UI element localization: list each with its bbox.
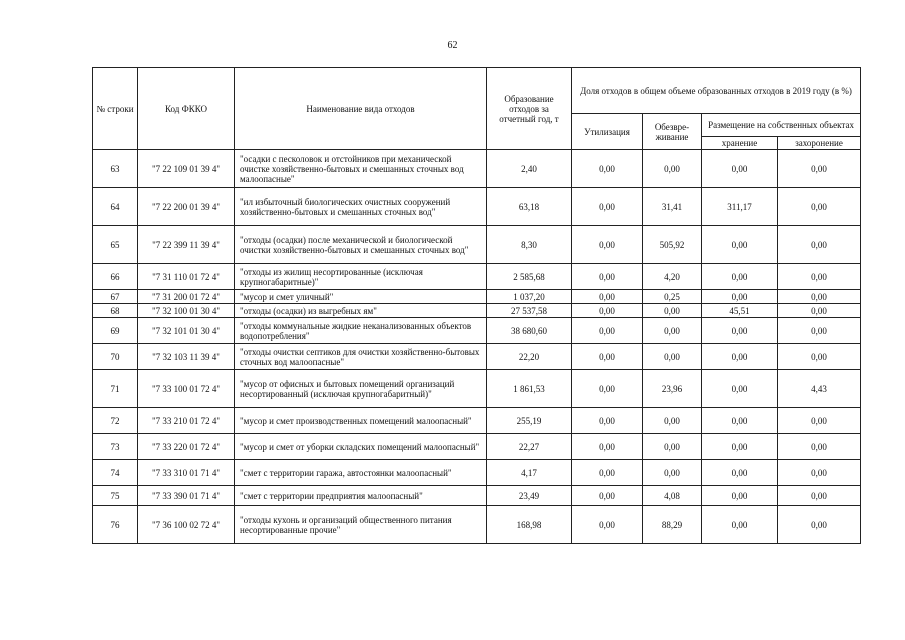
neutralization-value: 505,92	[643, 226, 702, 264]
neutralization-value: 0,00	[643, 408, 702, 434]
neutralization-value: 0,00	[643, 344, 702, 370]
burial-value: 0,00	[778, 318, 861, 344]
row-number: 69	[93, 318, 138, 344]
burial-value: 0,00	[778, 434, 861, 460]
table-row	[93, 290, 861, 304]
formation-value: 23,49	[487, 486, 572, 506]
fkko-code: "7 36 100 02 72 4"	[138, 506, 235, 544]
waste-name: "мусор от офисных и бытовых помещений организаций несортированный (исключая крупногабаритный)"	[235, 370, 487, 408]
fkko-code: "7 33 210 01 72 4"	[138, 408, 235, 434]
header-row-no: № строки	[93, 68, 138, 150]
fkko-code: "7 33 100 01 72 4"	[138, 370, 235, 408]
neutralization-value: 31,41	[643, 188, 702, 226]
row-number: 76	[93, 506, 138, 544]
waste-name: "смет с территории гаража, автостоянки малоопасный"	[235, 460, 487, 486]
utilization-value: 0,00	[572, 226, 643, 264]
utilization-value: 0,00	[572, 304, 643, 318]
utilization-value: 0,00	[572, 408, 643, 434]
fkko-code: "7 31 110 01 72 4"	[138, 264, 235, 290]
fkko-code: "7 32 101 01 30 4"	[138, 318, 235, 344]
table-row	[93, 370, 861, 408]
storage-value: 0,00	[702, 486, 778, 506]
waste-name: "отходы из жилищ несортированные (исключая крупногабаритные)"	[235, 264, 487, 290]
row-number: 64	[93, 188, 138, 226]
table-body	[93, 150, 861, 544]
waste-name: "отходы кухонь и организаций общественного питания несортированные прочие"	[235, 506, 487, 544]
storage-value: 0,00	[702, 344, 778, 370]
neutralization-value: 23,96	[643, 370, 702, 408]
table-row	[93, 150, 861, 188]
neutralization-value: 4,08	[643, 486, 702, 506]
burial-value: 0,00	[778, 290, 861, 304]
waste-name: "мусор и смет уличный"	[235, 290, 487, 304]
utilization-value: 0,00	[572, 460, 643, 486]
header-utilization: Утилизация	[572, 114, 643, 150]
fkko-code: "7 32 100 01 30 4"	[138, 304, 235, 318]
burial-value: 0,00	[778, 304, 861, 318]
burial-value: 4,43	[778, 370, 861, 408]
utilization-value: 0,00	[572, 264, 643, 290]
fkko-code: "7 22 109 01 39 4"	[138, 150, 235, 188]
storage-value: 0,00	[702, 506, 778, 544]
header-storage: хранение	[702, 137, 778, 150]
formation-value: 22,27	[487, 434, 572, 460]
header-formation: Образование отходов за отчетный год, т	[487, 68, 572, 150]
row-number: 74	[93, 460, 138, 486]
table-row	[93, 434, 861, 460]
header-placement: Размещение на собственных объектах	[702, 114, 861, 137]
header-share-group: Доля отходов в общем объеме образованных отходов в 2019 году (в %)	[572, 68, 861, 114]
neutralization-value: 88,29	[643, 506, 702, 544]
fkko-code: "7 31 200 01 72 4"	[138, 290, 235, 304]
formation-value: 27 537,58	[487, 304, 572, 318]
burial-value: 0,00	[778, 344, 861, 370]
waste-table	[92, 67, 861, 544]
utilization-value: 0,00	[572, 290, 643, 304]
row-number: 70	[93, 344, 138, 370]
storage-value: 0,00	[702, 460, 778, 486]
storage-value: 0,00	[702, 318, 778, 344]
waste-name: "мусор и смет производственных помещений малоопасный"	[235, 408, 487, 434]
table-row	[93, 486, 861, 506]
formation-value: 8,30	[487, 226, 572, 264]
storage-value: 0,00	[702, 434, 778, 460]
burial-value: 0,00	[778, 486, 861, 506]
table-row	[93, 304, 861, 318]
storage-value: 0,00	[702, 226, 778, 264]
waste-name: "ил избыточный биологических очистных сооружений хозяйственно-бытовых и смешанных сточных вод"	[235, 188, 487, 226]
row-number: 72	[93, 408, 138, 434]
waste-name: "мусор и смет от уборки складских помещений малоопасный"	[235, 434, 487, 460]
fkko-code: "7 33 310 01 71 4"	[138, 460, 235, 486]
utilization-value: 0,00	[572, 344, 643, 370]
table-row	[93, 460, 861, 486]
page-number: 62	[447, 40, 458, 51]
fkko-code: "7 22 399 11 39 4"	[138, 226, 235, 264]
utilization-value: 0,00	[572, 150, 643, 188]
burial-value: 0,00	[778, 188, 861, 226]
row-number: 73	[93, 434, 138, 460]
table-header	[93, 68, 861, 150]
storage-value: 45,51	[702, 304, 778, 318]
header-code: Код ФККО	[138, 68, 235, 150]
neutralization-value: 4,20	[643, 264, 702, 290]
formation-value: 4,17	[487, 460, 572, 486]
table-row	[93, 408, 861, 434]
fkko-code: "7 22 200 01 39 4"	[138, 188, 235, 226]
row-number: 67	[93, 290, 138, 304]
row-number: 75	[93, 486, 138, 506]
formation-value: 1 861,53	[487, 370, 572, 408]
storage-value: 0,00	[702, 150, 778, 188]
burial-value: 0,00	[778, 408, 861, 434]
neutralization-value: 0,25	[643, 290, 702, 304]
waste-name: "отходы (осадки) из выгребных ям"	[235, 304, 487, 318]
neutralization-value: 0,00	[643, 304, 702, 318]
fkko-code: "7 33 220 01 72 4"	[138, 434, 235, 460]
neutralization-value: 0,00	[643, 318, 702, 344]
fkko-code: "7 33 390 01 71 4"	[138, 486, 235, 506]
utilization-value: 0,00	[572, 486, 643, 506]
formation-value: 2 585,68	[487, 264, 572, 290]
formation-value: 2,40	[487, 150, 572, 188]
utilization-value: 0,00	[572, 434, 643, 460]
header-neutralization: Обезвре-живание	[643, 114, 702, 150]
storage-value: 0,00	[702, 370, 778, 408]
neutralization-value: 0,00	[643, 434, 702, 460]
table-row	[93, 344, 861, 370]
waste-name: "смет с территории предприятия малоопасный"	[235, 486, 487, 506]
utilization-value: 0,00	[572, 318, 643, 344]
waste-name: "отходы коммунальные жидкие неканализованных объектов водопотребления"	[235, 318, 487, 344]
formation-value: 255,19	[487, 408, 572, 434]
burial-value: 0,00	[778, 460, 861, 486]
waste-name: "осадки с песколовок и отстойников при механической очистке хозяйственно-бытовых и смешанных сточных вод малоопасные"	[235, 150, 487, 188]
row-number: 68	[93, 304, 138, 318]
table-row	[93, 188, 861, 226]
burial-value: 0,00	[778, 226, 861, 264]
table-row	[93, 226, 861, 264]
burial-value: 0,00	[778, 264, 861, 290]
waste-name: "отходы очистки септиков для очистки хозяйственно-бытовых сточных вод малоопасные"	[235, 344, 487, 370]
header-name: Наименование вида отходов	[235, 68, 487, 150]
utilization-value: 0,00	[572, 188, 643, 226]
storage-value: 0,00	[702, 264, 778, 290]
neutralization-value: 0,00	[643, 460, 702, 486]
waste-name: "отходы (осадки) после механической и биологической очистки хозяйственно-бытовых и смешанных сточных вод"	[235, 226, 487, 264]
utilization-value: 0,00	[572, 506, 643, 544]
formation-value: 22,20	[487, 344, 572, 370]
header-burial: захоронение	[778, 137, 861, 150]
table-row	[93, 264, 861, 290]
formation-value: 38 680,60	[487, 318, 572, 344]
row-number: 65	[93, 226, 138, 264]
table-row	[93, 506, 861, 544]
formation-value: 168,98	[487, 506, 572, 544]
storage-value: 0,00	[702, 408, 778, 434]
storage-value: 0,00	[702, 290, 778, 304]
row-number: 66	[93, 264, 138, 290]
formation-value: 1 037,20	[487, 290, 572, 304]
fkko-code: "7 32 103 11 39 4"	[138, 344, 235, 370]
storage-value: 311,17	[702, 188, 778, 226]
row-number: 63	[93, 150, 138, 188]
utilization-value: 0,00	[572, 370, 643, 408]
neutralization-value: 0,00	[643, 150, 702, 188]
burial-value: 0,00	[778, 150, 861, 188]
row-number: 71	[93, 370, 138, 408]
formation-value: 63,18	[487, 188, 572, 226]
burial-value: 0,00	[778, 506, 861, 544]
table-row	[93, 318, 861, 344]
